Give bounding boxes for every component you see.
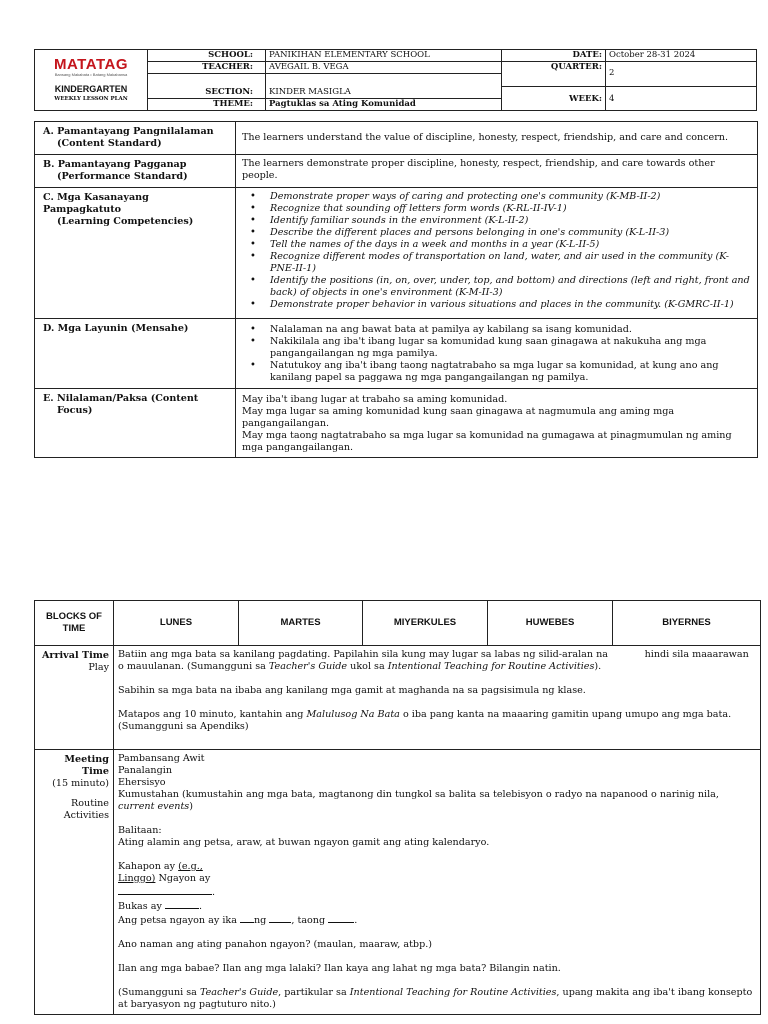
fill-in-blank	[328, 913, 354, 923]
blank-label	[148, 74, 266, 87]
meeting-text: Kumustahan (kumustahin ang mga bata, magtanong din tungkol sa balita sa telebisyon o radyo na napanood o narinig nila,	[118, 789, 719, 800]
list-item: • Recognize that sounding off letters form words (K-RL-II-IV-1)	[270, 203, 751, 215]
arrival-text: hindi sila maaarawan o mauulanan. (Sumangguni sa	[118, 649, 749, 672]
meeting-line	[118, 861, 756, 873]
schedule-table	[34, 600, 761, 1015]
meeting-text: , partikular sa	[278, 987, 350, 998]
header-blocks-of-time: BLOCKS OF TIME	[35, 601, 114, 646]
theme-value: Pagtuklas sa Ating Komunidad	[266, 99, 502, 111]
logo-block	[35, 50, 148, 111]
meeting-line	[118, 789, 756, 813]
school-label: SCHOOL:	[148, 50, 266, 62]
meeting-label: Meeting	[64, 754, 109, 765]
header-martes: MARTES	[239, 601, 363, 646]
header-lunes: LUNES	[114, 601, 239, 646]
grade-level: KINDERGARTEN	[54, 84, 128, 94]
meeting-row	[35, 750, 761, 1015]
arrival-content	[114, 646, 761, 750]
arrival-text: Matapos ang 10 minuto, kantahin ang	[118, 709, 307, 720]
content-standard-sub: (Content Standard)	[57, 138, 162, 149]
meeting-duration: (15 minuto)	[52, 778, 109, 789]
list-item: • Tell the names of the days in a week and months in a year (K-L-II-5)	[270, 239, 751, 251]
meeting-text: , upang makita ang iba't ibang konsepto at baryasyon ng pagtuturo nito.)	[118, 987, 753, 1010]
lesson-plan-header	[34, 49, 757, 111]
meeting-text: .	[212, 887, 216, 898]
arrival-song-title: Malulusog Na Bata	[306, 709, 400, 720]
performance-standard-label	[35, 155, 236, 188]
fill-in-blank	[269, 913, 291, 923]
meeting-text: Bukas ay	[118, 901, 165, 912]
arrival-text: ukol sa	[347, 661, 388, 672]
section-value: KINDER MASIGLA	[266, 87, 502, 99]
meeting-text: .	[354, 915, 358, 926]
meeting-line	[118, 885, 756, 899]
standards-table	[34, 121, 758, 458]
list-item: • Identify familiar sounds in the environment (K-L-II-2)	[270, 215, 751, 227]
list-item: • Nalalaman na ang bawat bata at pamilya ay kabilang sa isang komunidad.	[270, 324, 751, 336]
list-item: • Demonstrate proper ways of caring and protecting one's community (K-MB-II-2)	[270, 191, 751, 203]
objectives-cell	[236, 319, 758, 389]
teacher-label: TEACHER:	[148, 62, 266, 74]
meeting-line: Ehersisyo	[118, 777, 166, 788]
arrival-text-italic: Teacher's Guide	[268, 661, 348, 672]
date-label: DATE:	[502, 50, 606, 62]
meeting-line: Pambansang Awit	[118, 753, 205, 764]
teacher-value: AVEGAIL B. VEGA	[266, 62, 502, 74]
week-label: WEEK:	[502, 87, 606, 111]
list-item: • Describe the different places and persons belonging in one's community (K-L-II-3)	[270, 227, 751, 239]
objectives-list	[242, 324, 751, 384]
arrival-text: Batiin ang mga bata sa kanilang pagdating. Papilahin sila kung may lugar sa labas ng silid-aralan na	[118, 649, 608, 660]
content-standard-text: The learners understand the value of discipline, honesty, respect, friendship, and care and concern.	[236, 122, 758, 155]
header-miyerkules: MIYERKULES	[363, 601, 488, 646]
meeting-line: Ating alamin ang petsa, araw, at buwan ngayon gamit ang ating kalendaryo.	[118, 837, 490, 848]
header-biyernes: BIYERNES	[613, 601, 761, 646]
list-item: • Nakikilala ang iba't ibang lugar sa komunidad kung saan ginagawa at nakukuha ang mga pangangailangan ng mga pamilya.	[270, 336, 751, 360]
quarter-value: 2	[606, 62, 757, 87]
objectives-label: D. Mga Layunin (Mensahe)	[35, 319, 236, 389]
fill-in-blank	[118, 885, 212, 895]
content-focus-line: May mga taong nagtatrabaho sa mga lugar sa komunidad na gumagawa at pinagmumulan ng aming mga pangangailangan.	[242, 430, 732, 453]
content-focus-sub: Focus)	[57, 405, 93, 416]
list-item: • Identify the positions (in, on, over, under, top, and bottom) and directions (left and right, front and back) of objects in one's environment (K-M-II-3)	[270, 275, 751, 299]
arrival-text-italic: Intentional Teaching for Routine Activities	[387, 661, 595, 672]
meeting-content	[114, 750, 761, 1015]
arrival-row	[35, 646, 761, 750]
meeting-text-italic: Intentional Teaching for Routine Activities	[349, 987, 557, 998]
meeting-text: Ngayon ay	[155, 873, 211, 884]
performance-standard-title: B. Pamantayang Pagganap	[43, 159, 187, 170]
list-item: • Demonstrate proper behavior in various situations and places in the community. (K-GMRC-II-1)	[270, 299, 751, 311]
content-standard-label	[35, 122, 236, 155]
arrival-paragraph-1	[118, 649, 756, 673]
arrival-text: ).	[594, 661, 602, 672]
content-focus-line: May mga lugar sa aming komunidad kung saan ginagawa at nagmumula ang aming mga pangangailangan.	[242, 406, 675, 429]
arrival-paragraph-2: Sabihin sa mga bata na ibaba ang kanilang mga gamit at maghanda na sa pagsisimula ng klase.	[118, 685, 586, 696]
list-item: • Natutukoy ang iba't ibang taong nagtatrabaho sa mga lugar sa komunidad, at kung ano ang kanilang papel sa paggawa ng mga pangangailangan ng pamilya.	[270, 360, 751, 384]
arrival-time-block	[35, 646, 114, 750]
arrival-paragraph-3	[118, 709, 756, 733]
meeting-line: Panalangin	[118, 765, 172, 776]
content-focus-label	[35, 389, 236, 458]
competencies-label	[35, 188, 236, 319]
header-huwebes: HUWEBES	[488, 601, 613, 646]
meeting-line	[118, 913, 756, 927]
meeting-text: .	[198, 901, 202, 912]
schedule-header-row	[35, 601, 761, 646]
performance-standard-sub: (Performance Standard)	[57, 171, 188, 182]
logo-tagline: Bansang Makabata • Batang Makabansa	[54, 72, 128, 77]
meeting-text: ng	[253, 915, 270, 926]
school-value: PANIKIHAN ELEMENTARY SCHOOL	[266, 50, 502, 62]
competencies-list	[242, 191, 751, 311]
week-value: 4	[606, 87, 757, 111]
meeting-line: Ano naman ang ating panahon ngayon? (maulan, maaraw, atbp.)	[118, 939, 432, 950]
quarter-label: QUARTER:	[502, 62, 606, 87]
content-focus-line: May iba't ibang lugar at trabaho sa aming komunidad.	[242, 394, 508, 405]
competencies-title: C. Mga Kasanayang Pampagkatuto	[43, 192, 149, 215]
theme-label: THEME:	[148, 99, 266, 111]
meeting-text: )	[189, 801, 193, 812]
meeting-time-block	[35, 750, 114, 1015]
meeting-text-italic: current events	[118, 801, 190, 812]
meeting-time-label: Time	[81, 766, 109, 777]
activities-label: Activities	[63, 810, 109, 821]
competencies-sub: (Learning Competencies)	[57, 216, 194, 227]
arrival-play-label: Play	[88, 662, 109, 673]
meeting-line	[118, 873, 756, 885]
meeting-text: Kahapon ay	[118, 861, 179, 872]
matatag-logo: MATATAG	[53, 56, 129, 73]
blank-value	[266, 74, 502, 87]
meeting-text: , taong	[291, 915, 329, 926]
content-focus-title: E. Nilalaman/Paksa (Content	[43, 393, 199, 404]
meeting-text-underlined: (e.g.,	[178, 861, 203, 872]
fill-in-blank	[240, 913, 254, 923]
meeting-text: (Sumangguni sa	[118, 987, 200, 998]
content-focus-cell	[236, 389, 758, 458]
routine-label: Routine	[71, 798, 109, 809]
competencies-cell	[236, 188, 758, 319]
meeting-line: Ilan ang mga babae? Ilan ang mga lalaki? Ilan kaya ang lahat ng mga bata? Bilangin natin.	[118, 963, 561, 974]
meeting-text-italic: Teacher's Guide	[199, 987, 279, 998]
section-label: SECTION:	[148, 87, 266, 99]
content-standard-title: A. Pamantayang Pangnilalaman	[43, 126, 214, 137]
arrival-time-label: Arrival Time	[41, 650, 109, 661]
meeting-text-underlined: Linggo)	[118, 873, 156, 884]
arrival-text: o iba pang kanta na maaaring gamitin upang umupo ang mga bata. (Sumangguni sa Apendiks)	[118, 709, 732, 732]
fill-in-blank	[165, 899, 199, 909]
performance-standard-text: The learners demonstrate proper discipline, honesty, respect, friendship, and care towards other people.	[236, 155, 758, 188]
plan-type: WEEKLY LESSON PLAN	[54, 96, 128, 102]
meeting-line: Balitaan:	[118, 825, 162, 836]
date-value: October 28-31 2024	[606, 50, 757, 62]
meeting-text: Ang petsa ngayon ay ika	[118, 915, 240, 926]
meeting-line	[118, 987, 756, 1011]
meeting-line	[118, 899, 756, 913]
list-item: • Recognize different modes of transportation on land, water, and air used in the community (K-PNE-II-1)	[270, 251, 751, 275]
